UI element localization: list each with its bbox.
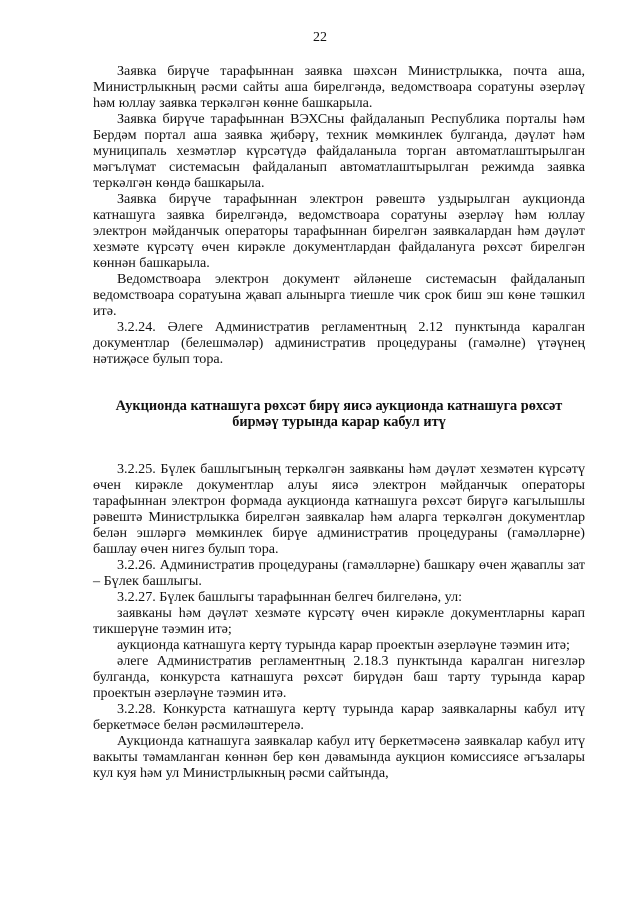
paragraph: 3.2.28. Конкурста катнашуга кертү турында карар заявкаларны кабул итү беркетмәсе белән рәсмиләштерелә.	[93, 701, 585, 733]
paragraph: 3.2.26. Административ процедураны (гамәлләрне) башкару өчен җаваплы зат – Бүлек башлыгы.	[93, 557, 585, 589]
paragraph: 3.2.25. Бүлек башлыгының теркәлгән заявканы һәм дәүләт хезмәтен күрсәтү өчен кирәкле документлар алуы яисә электрон мәйданчык операторы тарафыннан электрон формада аукционда катнашуга рөхсәт бирүгә кагылышлы рәвештә Министрлыкка бирелгән заявкалар һәм аларга теркәлгән документлар белән эшләргә мөмкинлек бирүе административ процедураны (гамәлләрне) башлау өчен нигез булып тора.	[93, 461, 585, 557]
list-item: заявканы һәм дәүләт хезмәте күрсәтү өчен кирәкле документларны карап тикшерүне тәэмин итә;	[93, 605, 585, 637]
list-item: әлеге Административ регламентның 2.18.3 пунктында каралган нигезләр булганда, конкурста катнашуга рөхсәт бирүдән баш тарту турында карар проектын әзерләүне тәэмин итә.	[93, 653, 585, 701]
document-body	[93, 63, 585, 781]
page-number: 22	[313, 30, 327, 45]
paragraph: Аукционда катнашуга заявкалар кабул итү беркетмәсенә заявкалар кабул итү вакыты тәмамланган көннән бер көн дәвамында аукцион комиссиясе әгъзалары кул куя һәм ул Министрлыкның рәсми сайтында,	[93, 733, 585, 781]
paragraph: 3.2.27. Бүлек башлыгы тарафыннан белгеч билгеләнә, ул:	[117, 589, 463, 605]
paragraph: Заявка бирүче тарафыннан ВЭХСны файдаланып Республика порталы һәм Бердәм портал аша заявка җибәрү, техник мөмкинлек булганда, дәүләт һәм муниципаль хезмәтләр күрсәтүдә файдаланыла торган автоматлаштырылган мәгълүмат системасын файдаланып автоматлаштырылган режимда заявка теркәлгән көндә башкарыла.	[93, 111, 585, 191]
paragraph: Ведомствоара электрон документ әйләнеше системасын файдаланып ведомствоара соратуына җавап алынырга тиешле чик срок биш эш көне тәшкил итә.	[93, 271, 585, 319]
paragraph: 3.2.24. Әлеге Административ регламентның 2.12 пунктында каралган документлар (белешмәләр) административ процедураны (гамәлне) үтәүнең нәтиҗәсе булып тора.	[93, 319, 585, 367]
list-item: аукционда катнашуга кертү турында карар проектын әзерләүне тәэмин итә;	[117, 637, 570, 653]
paragraph: Заявка бирүче тарафыннан электрон рәвештә уздырылган аукционда катнашуга заявка бирелгәндә, ведомствоара соратуны әзерләү һәм юллау электрон мәйданчык операторы тарафыннан бирелгән заявкалардан һәм дәүләт хезмәте күрсәтү өчен кирәкле документлардан файдалануга рөхсәт бирелгән көннән башкарыла.	[93, 191, 585, 271]
paragraph: Заявка бирүче тарафыннан заявка шәхсән Министрлыкка, почта аша, Министрлыкның рәсми сайты аша бирелгәндә, ведомствоара соратуны әзерләү һәм юллау заявка теркәлгән көнне башкарыла.	[93, 63, 585, 111]
section-heading: Аукционда катнашуга рөхсәт бирү яисә аукционда катнашуга рөхсәт бирмәү турында карар кабул итү	[115, 398, 563, 430]
